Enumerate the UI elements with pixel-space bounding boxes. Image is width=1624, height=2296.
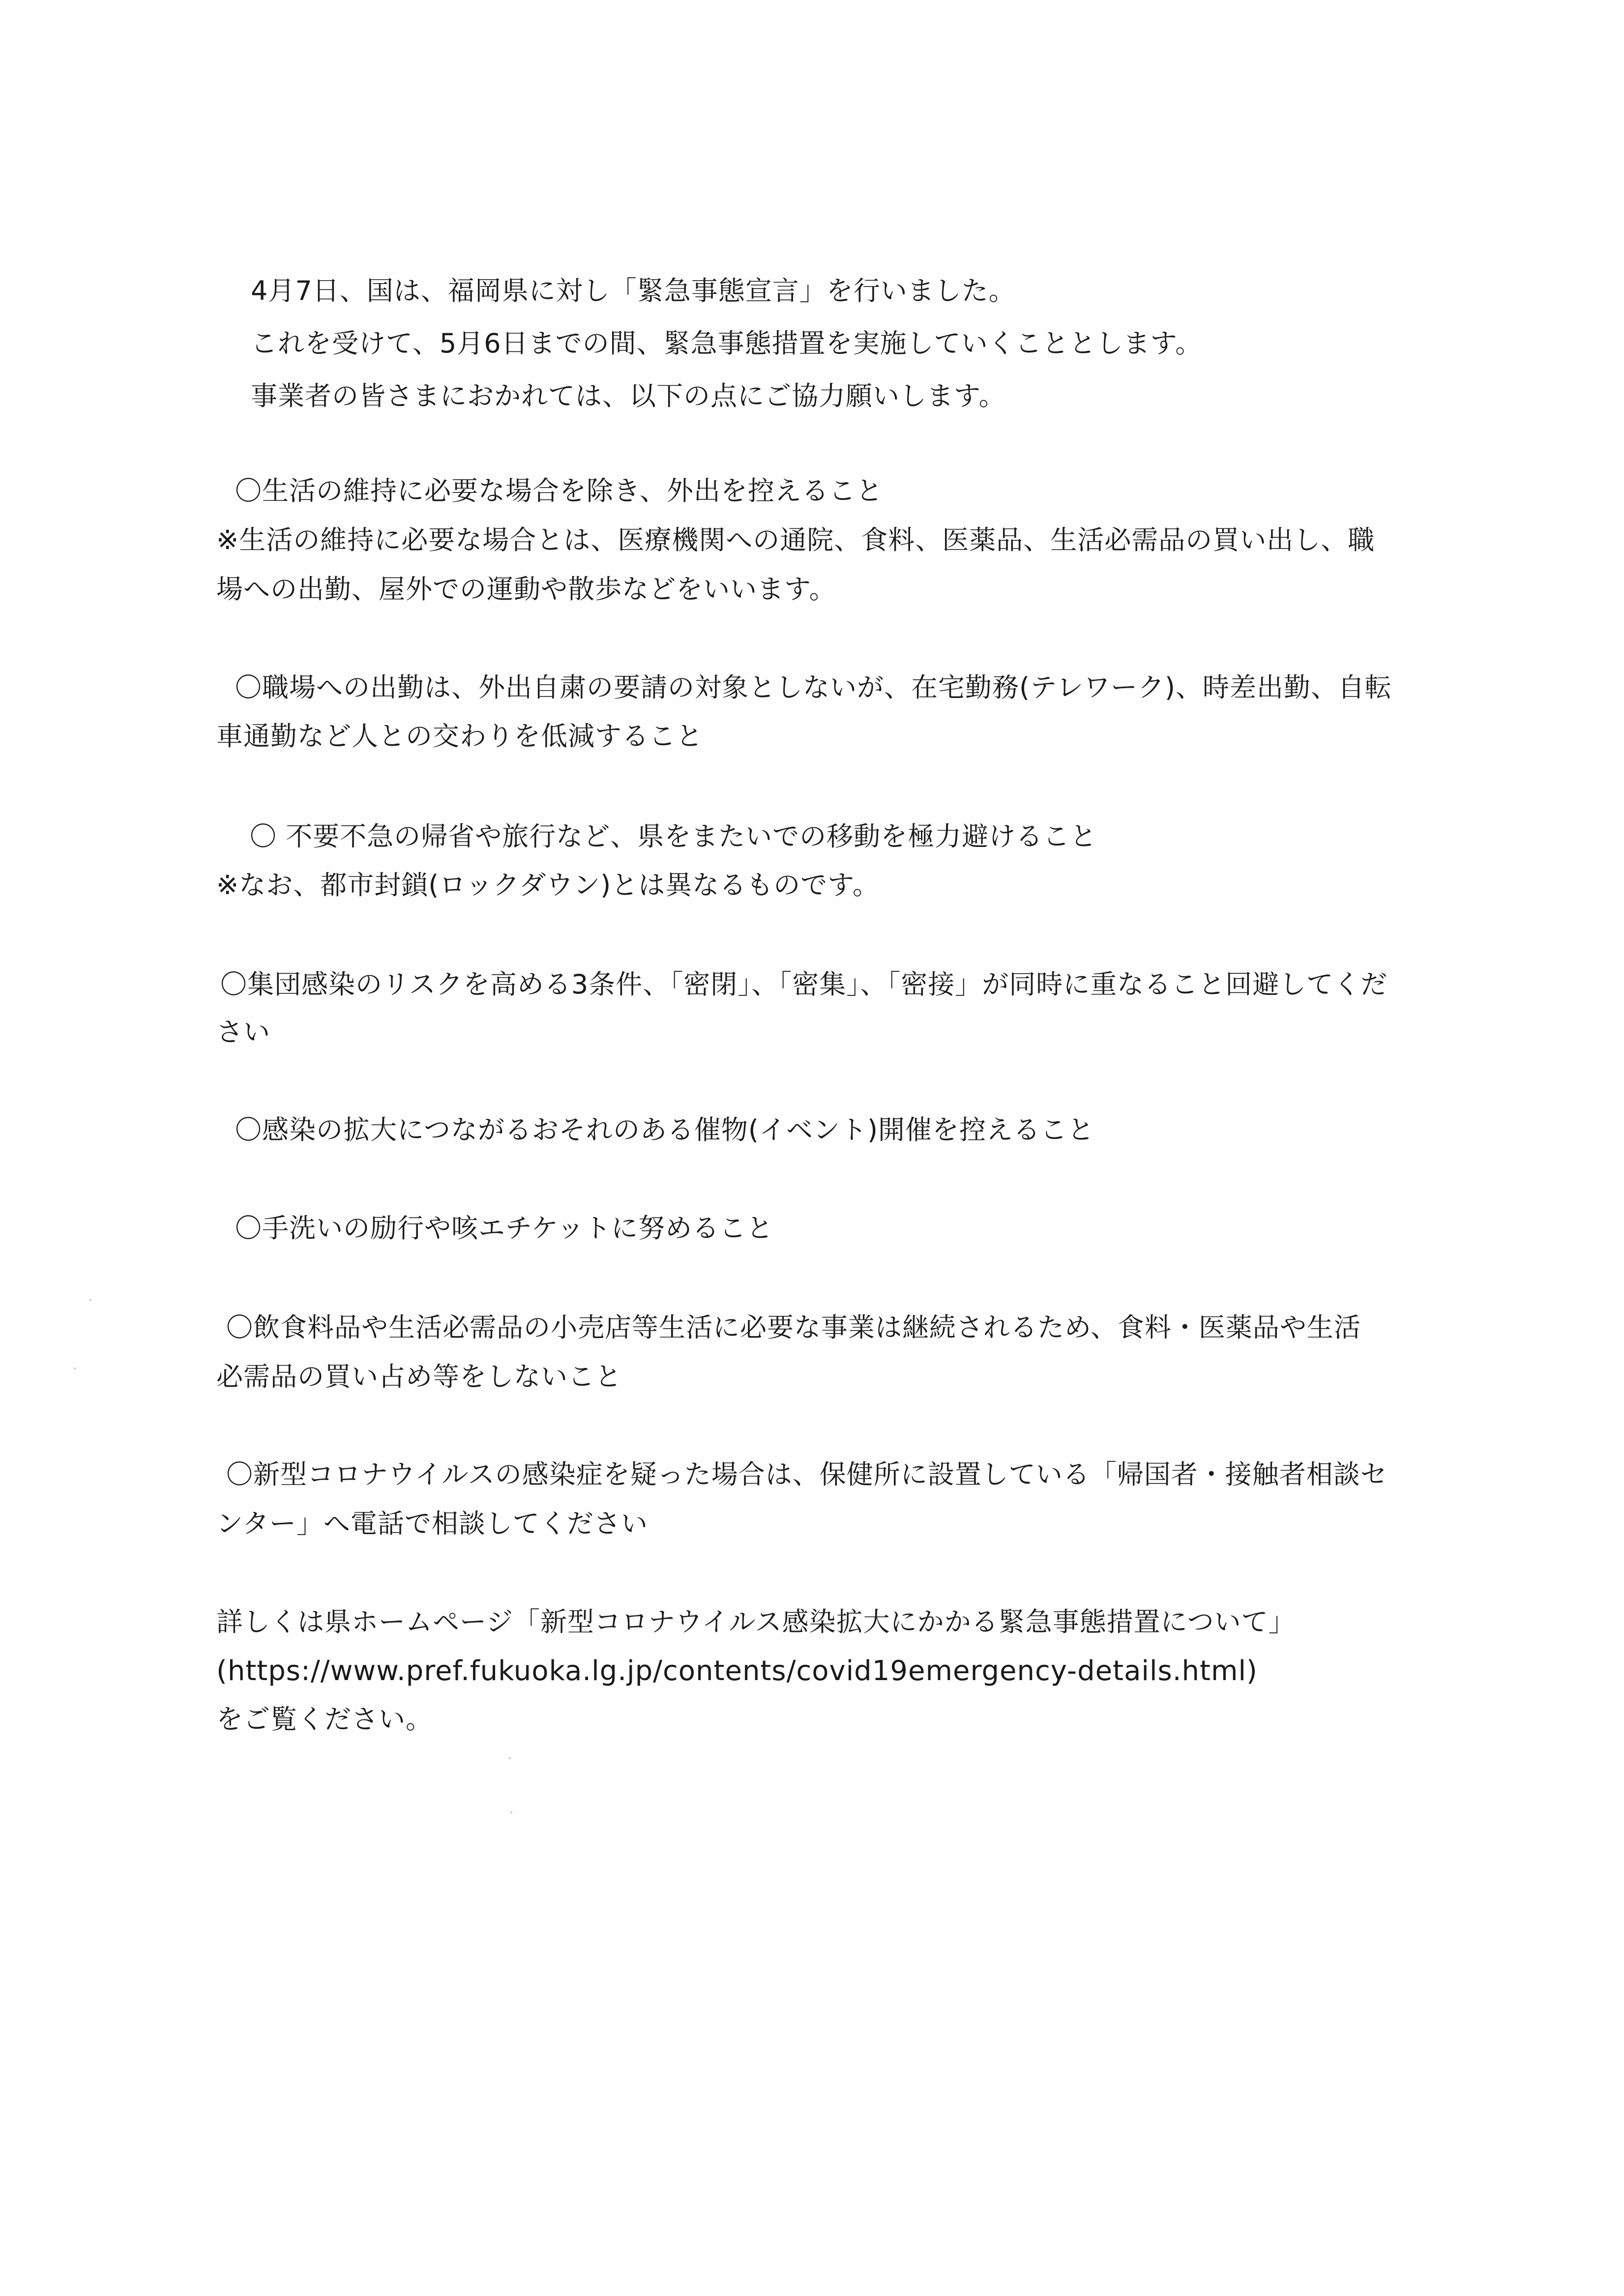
footer-url: (https://www.pref.fukuoka.lg.jp/contents/covid19emergency-details.html) [216,1655,1258,1687]
item-1-heading: 〇生活の維持に必要な場合を除き、外出を控えること [235,475,883,506]
item-1-note-line-2: 場への出勤、屋外での運動や散歩などをいいます。 [216,574,836,605]
item-8-line-2: ンター」へ電話で相談してください [216,1508,648,1539]
item-2-line-2: 車通勤など人との交わりを低減すること [216,721,703,752]
item-2-line-1: 〇職場への出勤は、外出自粛の要請の対象としないが、在宅勤務(テレワーク)、時差出勤、自転 [235,672,1392,703]
item-7-line-2: 必需品の買い占め等をしないこと [216,1361,622,1392]
scan-speck [89,1299,91,1301]
scan-speck [509,1757,511,1759]
intro-line-3: 事業者の皆さまにおかれては、以下の点にご協力願いします。 [251,380,1006,411]
item-1-note-line-1: ※生活の維持に必要な場合とは、医療機関への通院、食料、医薬品、生活必需品の買い出し、職 [216,524,1375,555]
item-6-line-1: 〇手洗いの励行や咳エチケットに努めること [235,1213,774,1244]
item-3-note: ※なお、都市封鎖(ロックダウン)とは異なるものです。 [216,870,880,901]
item-3-heading: 〇 不要不急の帰省や旅行など、県をまたいでの移動を極力避けること [250,821,1097,852]
scan-speck [510,1811,512,1813]
item-4-line-1: 〇集団感染のリスクを高める3条件、「密閉」、「密集」、「密接」が同時に重なること回避してくだ [220,969,1388,1000]
item-5-line-1: 〇感染の拡大につながるおそれのある催物(イベント)開催を控えること [235,1114,1095,1145]
scan-speck [74,1367,76,1369]
intro-line-2: これを受けて、5月6日までの間、緊急事態措置を実施していくこととします。 [251,328,1203,359]
footer-line-3: をご覧ください。 [216,1704,433,1735]
footer-line-1: 詳しくは県ホームページ「新型コロナウイルス感染拡大にかかる緊急事態措置について」 [216,1606,1296,1637]
item-8-line-1: 〇新型コロナウイルスの感染症を疑った場合は、保健所に設置している「帰国者・接触者相談セ [226,1459,1388,1490]
intro-line-1: 4月7日、国は、福岡県に対し「緊急事態宣言」を行いました。 [251,275,1016,306]
item-7-line-1: 〇飲食料品や生活必需品の小売店等生活に必要な事業は継続されるため、食料・医薬品や生活 [226,1312,1361,1343]
item-4-line-2: さい [216,1017,270,1047]
